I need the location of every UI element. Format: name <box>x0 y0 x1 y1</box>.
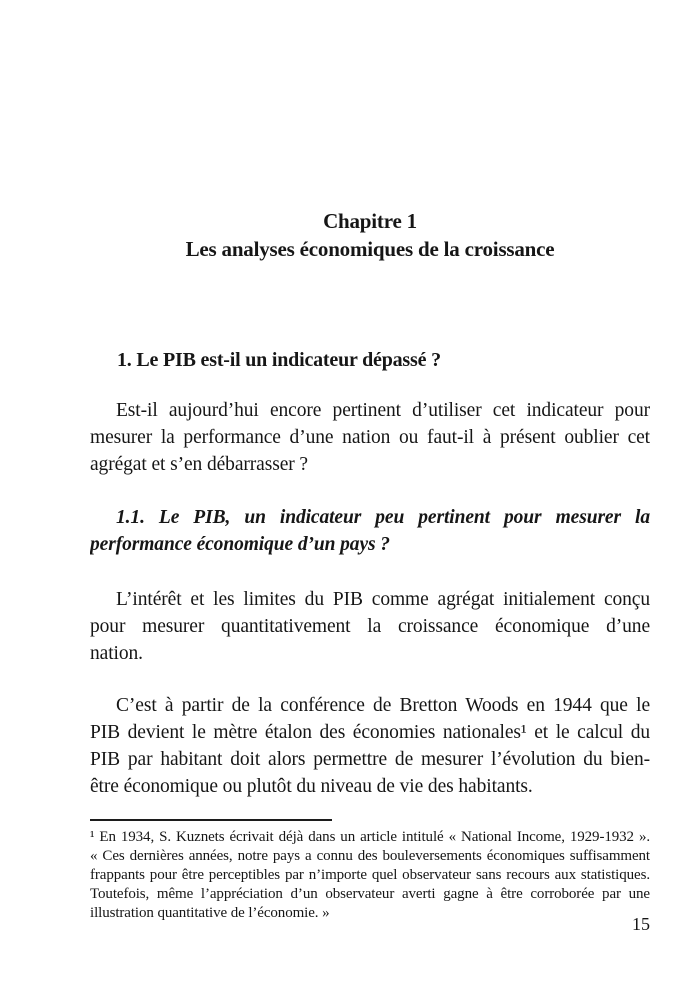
footnote-line: illustration quantitative de l’économie. » <box>90 905 330 921</box>
subsection-heading-line: performance économique d’un pays ? <box>90 534 390 555</box>
chapter-title-line: Les analyses économiques de la croissance <box>185 237 555 261</box>
footnote <box>90 828 650 923</box>
text-line: agrégat et s’en débarrasser ? <box>90 454 308 475</box>
section-heading: 1. Le PIB est-il un indicateur dépassé ? <box>117 349 441 371</box>
text-line: L’intérêt et les limites du PIB comme agrégat initialement conçu <box>116 589 650 610</box>
text-line: pour mesurer quantitativement la croissance économique d’une <box>90 616 650 637</box>
footnote-line: ¹ En 1934, S. Kuznets écrivait déjà dans un article intitulé « National Income, 1929-1932 ». <box>90 829 650 845</box>
text-line: PIB devient le mètre étalon des économies nationales¹ et le calcul du <box>90 722 650 743</box>
subsection-heading <box>90 504 650 558</box>
subsection-heading-line: 1.1. Le PIB, un indicateur peu pertinent pour mesurer la <box>116 507 650 528</box>
footnote-separator <box>90 819 332 821</box>
text-line: nation. <box>90 643 143 664</box>
text-line: mesurer la performance d’une nation ou faut-il à présent oublier cet <box>90 427 650 448</box>
footnote-line: frappants pour être perceptibles par n’importe quel observateur sans recours aux statistiques. <box>90 867 650 883</box>
chapter-title-line: Chapitre 1 <box>323 209 417 233</box>
text-line: PIB par habitant doit alors permettre de mesurer l’évolution du bien- <box>90 749 650 770</box>
text-line: C’est à partir de la conférence de Bretton Woods en 1944 que le <box>116 695 650 716</box>
body-paragraph-3 <box>90 692 650 800</box>
footnote-line: Toutefois, même l’appréciation d’un observateur averti gagne à être corroborée par une <box>90 886 650 902</box>
page-number: 15 <box>632 914 650 934</box>
footnote-line: « Ces dernières années, notre pays a connu des bouleversements économiques suffisamment <box>90 848 650 864</box>
text-line: Est-il aujourd’hui encore pertinent d’utiliser cet indicateur pour <box>116 400 650 421</box>
body-paragraph-2 <box>90 586 650 667</box>
chapter-title <box>90 207 650 263</box>
body-paragraph-1 <box>90 397 650 478</box>
text-line: être économique ou plutôt du niveau de vie des habitants. <box>90 776 533 797</box>
